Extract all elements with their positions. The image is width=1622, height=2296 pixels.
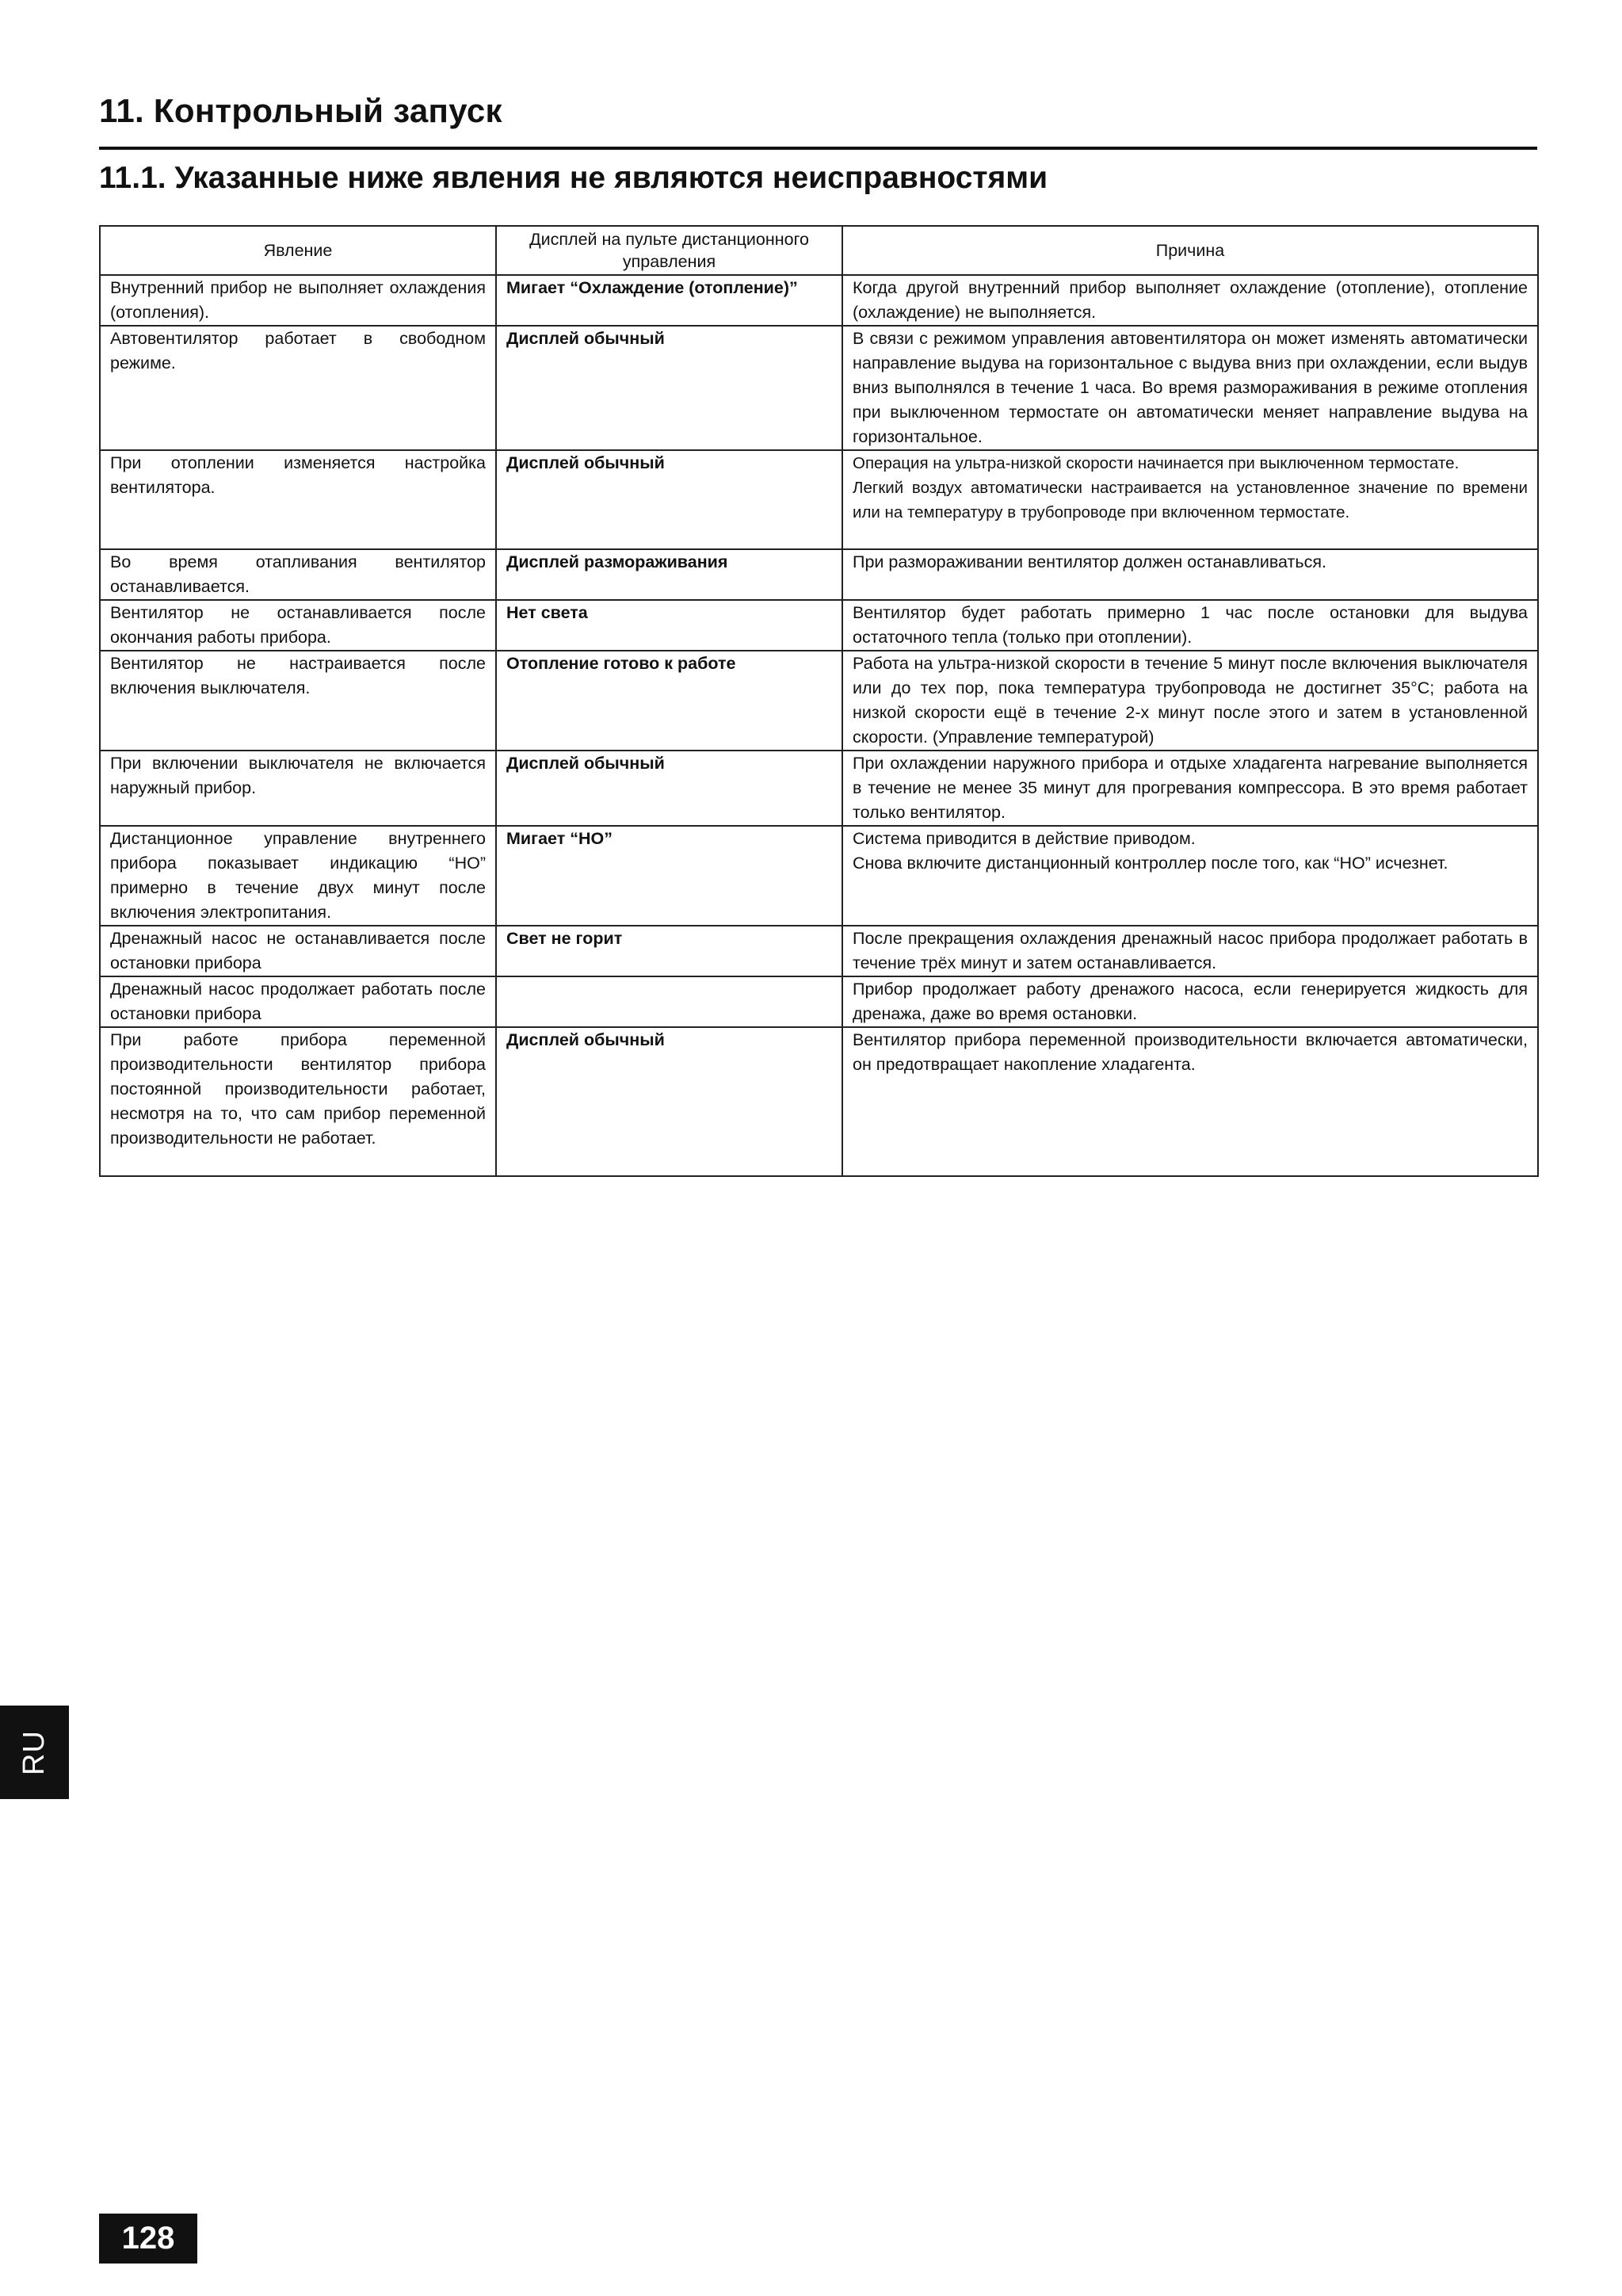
phenomenon-cell: При включении выключателя не включается наружный прибор. [100,751,496,826]
display-cell: Дисплей обычный [496,751,842,826]
cause-cell: В связи с режимом управления автовентилятора он может изменять автоматически направление выдува на горизонтальное с выдува вниз при охлаждении, если выдув вниз выполнялся в течение 1 часа. Во время размораживания в режиме отопления при выключенном термостате он автоматически меняет направление выдува на горизонтальное. [842,326,1538,450]
section-title: 11. Контрольный запуск [99,92,502,129]
cause-cell: Вентилятор прибора переменной производительности включается автоматически, он предотвращает накопление хладагента. [842,1027,1538,1176]
table-row [100,926,1538,976]
header-phenomenon: Явление [100,226,496,275]
cause-cell: Прибор продолжает работу дренажого насоса, если генерируется жидкость для дренажа, даже во время остановки. [842,976,1538,1027]
table-row [100,651,1538,751]
phenomenon-cell: Вентилятор не настраивается после включения выключателя. [100,651,496,751]
display-cell: Мигает “HO” [496,826,842,926]
table-row [100,1027,1538,1176]
phenomenon-cell: Дистанционное управление внутреннего прибора показывает индикацию “HO” примерно в течение двух минут после включения электропитания. [100,826,496,926]
display-cell: Дисплей обычный [496,1027,842,1176]
phenomenon-cell: Вентилятор не останавливается после окончания работы прибора. [100,600,496,651]
table-header-row [100,226,1538,275]
cause-cell: Система приводится в действие приводом. Снова включите дистанционный контроллер после того, как “HO” исчезнет. [842,826,1538,926]
phenomena-table [99,225,1539,1177]
phenomenon-cell: Автовентилятор работает в свободном режиме. [100,326,496,450]
display-cell: Дисплей размораживания [496,549,842,600]
cause-cell: При размораживании вентилятор должен останавливаться. [842,549,1538,600]
cause-cell: Операция на ультра-низкой скорости начинается при выключенном термостате. Легкий воздух автоматически настраивается на установленное значение по времени или на температуру в трубопроводе при включенном термостате. [842,450,1538,549]
table-row [100,600,1538,651]
display-cell: Отопление готово к работе [496,651,842,751]
phenomenon-cell: При работе прибора переменной производительности вентилятор прибора постоянной производительности работает, несмотря на то, что сам прибор переменной производительности не работает. [100,1027,496,1176]
phenomenon-cell: При отоплении изменяется настройка вентилятора. [100,450,496,549]
header-display: Дисплей на пульте дистанционного управления [496,226,842,275]
phenomenon-cell: Дренажный насос продолжает работать после остановки прибора [100,976,496,1027]
display-cell: Нет света [496,600,842,651]
table-row [100,275,1538,326]
phenomenon-cell: Во время отапливания вентилятор останавливается. [100,549,496,600]
phenomenon-cell: Внутренний прибор не выполняет охлаждения (отопления). [100,275,496,326]
display-cell: Дисплей обычный [496,326,842,450]
language-tab [0,1706,69,1799]
display-cell: Мигает “Охлаждение (отопление)” [496,275,842,326]
table-row [100,976,1538,1027]
cause-cell: При охлаждении наружного прибора и отдыхе хладагента нагревание выполняется в течение не менее 35 минут для прогревания компрессора. В это время работает только вентилятор. [842,751,1538,826]
cause-cell: Когда другой внутренний прибор выполняет охлаждение (отопление), отопление (охлаждение) не выполняется. [842,275,1538,326]
language-tab-label: RU [17,1729,51,1775]
display-cell [496,976,842,1027]
subsection-title: 11.1. Указанные ниже явления не являются неисправностями [99,161,1048,195]
cause-cell: Вентилятор будет работать примерно 1 час после остановки для выдува остаточного тепла (только при отоплении). [842,600,1538,651]
phenomenon-cell: Дренажный насос не останавливается после остановки прибора [100,926,496,976]
cause-cell: Работа на ультра-низкой скорости в течение 5 минут после включения выключателя или до тех пор, пока температура трубопровода не достигнет 35°C; работа на низкой скорости ещё в течение 2-х минут после этого и затем в установленной скорости. (Управление температурой) [842,651,1538,751]
table-row [100,326,1538,450]
display-cell: Свет не горит [496,926,842,976]
table-row [100,826,1538,926]
title-rule [99,147,1537,150]
table-row [100,549,1538,600]
cause-cell: После прекращения охлаждения дренажный насос прибора продолжает работать в течение трёх минут и затем останавливается. [842,926,1538,976]
table-row [100,450,1538,549]
header-cause: Причина [842,226,1538,275]
display-cell: Дисплей обычный [496,450,842,549]
page-number: 128 [99,2214,197,2264]
table-row [100,751,1538,826]
